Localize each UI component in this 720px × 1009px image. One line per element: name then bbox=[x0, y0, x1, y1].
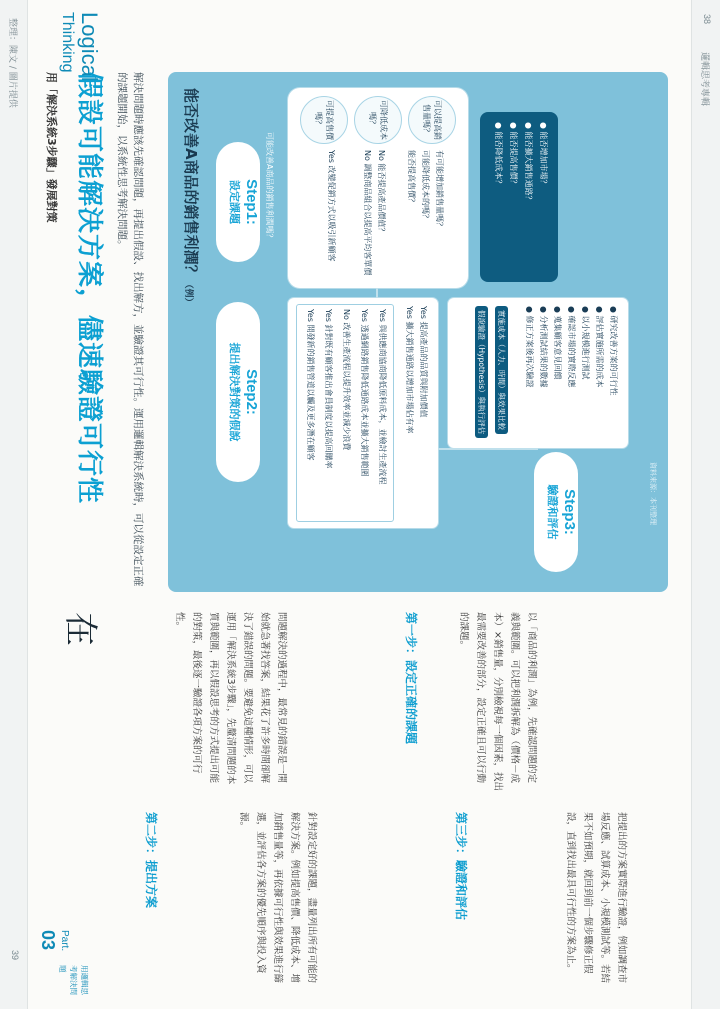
step3-text: 把提出的方案實際進行驗證，例如調查市場反應、試算成本、小規模測試等。若結果不如預期，就回到前一個步驟修正假設，直到找出最具可行性的方案為止。 bbox=[565, 812, 627, 984]
byline: 整理：陳文 / 圖片提供 bbox=[7, 18, 17, 108]
brand-logical: Logical bbox=[77, 12, 102, 82]
intro-text: 問題解決的過程中，最常見的錯誤是一開始就急著找答案，結果花了許多時間卻解決了錯誤的問題。要避免這種情形，可以運用「解決系統3步驟」，先釐清問題的本質與範圍，再以假設思考的方式提出可能的對策，最後逐一驗證各項方案的可行性。 bbox=[174, 612, 287, 785]
article-lead: 解決問題時應該先確認問題，再提出假設、找出解方，並驗證其可行性。運用邏輯解決系統時，可以從設定正確的課題開始，以系統性思考解決問題。 bbox=[116, 72, 144, 587]
hypothesis-panel bbox=[288, 298, 438, 528]
question-item-1: 有可能增加銷售量嗎？ bbox=[435, 150, 444, 230]
question-item-3: 能否提高售價？ bbox=[407, 150, 416, 206]
row-item-1: Yes 與供應商協商降低原料成本，並檢討生產流程 bbox=[378, 309, 387, 485]
part-number: 03 bbox=[38, 930, 58, 951]
pill-cost-effect: 實施成本（人力、時間）與效果比較 bbox=[495, 306, 508, 434]
step3-oval: Step3: 驗證和評估 bbox=[534, 452, 578, 572]
eval-3: ● 以小規模進行測試 bbox=[581, 306, 590, 380]
step1-text: 以「商品的利潤」為例，先確認問題的定義與範圍。可以把利潤拆解為（價格－成本）×銷售量，分別檢視每一個因素，找出最需要改善的部分，設定正確且可以行動的課題。 bbox=[458, 612, 537, 791]
question-item-2: 可能降低成本的嗎？ bbox=[421, 150, 430, 222]
question-panel bbox=[288, 88, 468, 288]
step2-heading: 第二步：提出方案 bbox=[144, 812, 158, 909]
bottom-margin-strip bbox=[0, 0, 28, 1009]
brand-thinking: Thinking bbox=[59, 12, 76, 73]
drop-cap: 在 bbox=[60, 612, 100, 646]
page-number-left: 38 bbox=[702, 14, 712, 25]
step2-oval: Step2: 提出解決對策的假說 bbox=[216, 302, 260, 482]
eval-2: ● 評估實施所需的成本 bbox=[595, 306, 604, 388]
solution-diagram bbox=[168, 72, 668, 592]
running-head: 邏輯思考專輯 bbox=[700, 52, 710, 107]
step1-note: 可能改善A商品的銷售利潤嗎？ bbox=[265, 132, 274, 242]
step2-text: 針對設定好的課題，盡量列出所有可能的解決方案。例如提高售價、降低成本、增加銷售量等，再依據可行性與效果進行篩選，並評估各方案的優先順序與投入資源。 bbox=[238, 812, 317, 984]
key-question-2: ● 能否擴大銷售通路？ bbox=[524, 122, 533, 204]
row-item-2: Yes 透過網路銷售降低通路成本並擴大銷售範圍 bbox=[360, 309, 369, 477]
part-label: Part. bbox=[59, 930, 70, 952]
eval-6: ● 分析測試結果的數據 bbox=[539, 306, 548, 388]
hyp-2: Yes 擴大銷售通路以增加市場佔有率 bbox=[405, 306, 414, 434]
step1-heading: 第一步：設定正確的課題 bbox=[404, 612, 418, 745]
top-margin-strip bbox=[691, 0, 720, 1009]
row-item-4: Yes 針對既有顧客推出會員制度以提高回購率 bbox=[324, 309, 333, 469]
row-item-5: Yes 開發新的銷售管道以觸及更多潛在顧客 bbox=[306, 309, 315, 461]
part-title: 用邏輯思考解決問題 bbox=[58, 965, 89, 995]
key-question-4: ● 能否降低成本？ bbox=[494, 122, 503, 188]
page-number-right: 39 bbox=[10, 950, 20, 961]
eval-4: ● 確認市場的實際反應 bbox=[567, 306, 576, 388]
article-title: 假設可能解決方案，儘速驗證可行性 bbox=[74, 72, 104, 505]
diagram-caption: 資料來源：本刊整理 bbox=[649, 462, 657, 525]
hyp-1: Yes 提高產品的品質與附加價值 bbox=[419, 306, 428, 418]
eval-5: ● 蒐集顧客意見回饋 bbox=[553, 306, 562, 380]
article-kicker: 用「解決系統3步驟」發展對策 bbox=[45, 72, 58, 223]
eval-1: ● 研究改善方案的可行性 bbox=[609, 306, 618, 396]
question-item-4: No 能否提高產品價值？ bbox=[377, 150, 386, 236]
row-item-3: No 改善生產流程以提升效率並減少浪費 bbox=[342, 309, 351, 451]
key-question-3: ● 能否提高售價？ bbox=[509, 122, 518, 188]
circle-price: 可提高售價嗎？ bbox=[300, 96, 348, 144]
pill-hypothesis: 假說驗證（Hypothesis）與執行評估 bbox=[475, 306, 488, 438]
diagram-title: 能否改善A商品的銷售利潤？（例） bbox=[182, 88, 200, 307]
question-item-5: No 調整商品組合以提高平均客單價 bbox=[363, 150, 372, 276]
key-question-1: ● 能否增加市場？ bbox=[539, 122, 548, 188]
connector-2 bbox=[438, 448, 538, 450]
key-questions-box bbox=[480, 112, 558, 282]
circle-sales: 可以提高銷售量嗎？ bbox=[408, 96, 456, 144]
evaluation-panel bbox=[448, 298, 628, 448]
circle-cost: 可降低成本嗎？ bbox=[354, 96, 402, 144]
eval-7: ● 修正方案後再次驗證 bbox=[525, 306, 534, 388]
connector-1 bbox=[376, 288, 378, 298]
step1-oval: Step1: 設定課題 bbox=[216, 142, 260, 262]
step3-heading: 第三步：驗證和評估 bbox=[454, 812, 468, 921]
hyp-rows bbox=[296, 304, 394, 522]
question-item-6: Yes 改變促銷方式以吸引新顧客 bbox=[327, 150, 336, 262]
